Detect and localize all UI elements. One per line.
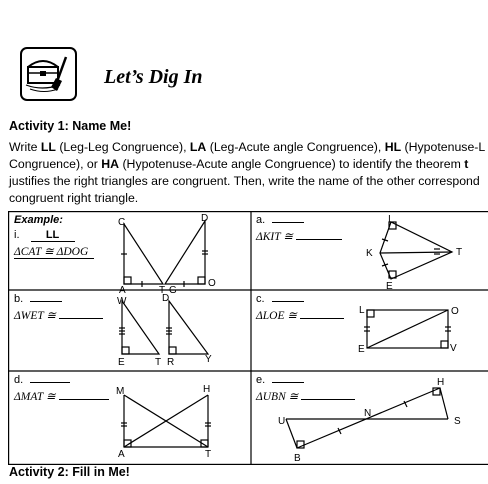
vertex-label-y: Y	[205, 354, 212, 365]
vertex-label-o: O	[451, 306, 459, 317]
vertex-label-b: B	[294, 453, 301, 464]
vertex-label-e: E	[386, 281, 393, 292]
item-a-label: a.	[256, 214, 304, 226]
statement-b: ΔWET ≅	[14, 308, 103, 322]
item-b-label: b.	[14, 293, 62, 305]
answer-blank-e[interactable]	[272, 382, 304, 383]
activity-1-title: Activity 1: Name Me!	[9, 119, 132, 133]
vertex-label-g: G	[169, 285, 177, 296]
example-triangles	[121, 221, 208, 287]
item-c-label: c.	[256, 293, 304, 305]
vertex-label-h: H	[437, 377, 445, 388]
kite-figure-a	[380, 222, 452, 279]
example-item-label: i. LL	[14, 229, 75, 242]
vertex-label-s: S	[454, 416, 461, 427]
item-e-label: e.	[256, 374, 304, 386]
vertex-label-t: T	[155, 357, 162, 368]
rectangle-figure-c	[364, 310, 451, 348]
item-d-label: d.	[14, 374, 70, 386]
statement-blank-e[interactable]	[301, 399, 355, 400]
vertex-label-d: D	[201, 213, 209, 224]
vertex-label-m: M	[116, 386, 125, 397]
vertex-label-t: T	[456, 247, 463, 258]
statement-blank-b[interactable]	[59, 318, 103, 319]
logo	[20, 47, 77, 101]
statement-d: ΔMAT ≅	[14, 389, 109, 403]
vertex-label-v: V	[450, 343, 457, 354]
vertex-label-a: A	[119, 285, 126, 296]
instructions-line-2: Congruence), or HA (Hypotenuse-Acute angle Congruence) to identify the theorem t	[9, 157, 469, 171]
vertex-label-e: E	[358, 344, 365, 355]
vertex-label-t: T	[205, 449, 212, 460]
vertex-label-a: A	[118, 449, 125, 460]
treasure-chest-shovel-icon	[22, 49, 75, 99]
vertex-label-l: L	[359, 305, 365, 316]
vertex-label-o: O	[208, 278, 216, 289]
statement-a: ΔKIT ≅	[256, 229, 342, 243]
statement-blank-c[interactable]	[300, 318, 344, 319]
statement-c: ΔLOE ≅	[256, 308, 344, 322]
statement-e: ΔUBN ≅	[256, 389, 355, 403]
vertex-label-w: W	[117, 296, 127, 307]
answer-blank-b[interactable]	[30, 301, 62, 302]
vertex-label-i: I	[388, 214, 391, 225]
vertex-label-n: N	[364, 408, 372, 419]
statement-blank-d[interactable]	[59, 399, 109, 400]
answer-blank-a[interactable]	[272, 222, 304, 223]
vertex-label-u: U	[278, 416, 286, 427]
triangles-figure-b	[119, 301, 208, 354]
vertex-label-d: D	[162, 293, 170, 304]
example-statement: ΔCAT ≅ ΔDOG	[14, 244, 94, 259]
vertex-label-c: C	[118, 217, 126, 228]
example-answer: LL	[31, 229, 75, 242]
vertex-label-k: K	[366, 248, 373, 259]
vertex-label-h: H	[203, 384, 211, 395]
answer-blank-d[interactable]	[30, 382, 70, 383]
activity-2-title: Activity 2: Fill in Me!	[9, 465, 130, 479]
instructions-line-3: justifies the right triangles are congruent. Then, write the name of the other correspond	[9, 174, 480, 188]
vertex-label-r: R	[167, 357, 175, 368]
instructions-line-1: Write LL (Leg-Leg Congruence), LA (Leg-Acute angle Congruence), HL (Hypotenuse-L	[9, 140, 486, 154]
rectangle-figure-d	[121, 395, 211, 447]
example-heading: Example:	[14, 214, 63, 226]
instructions-line-4: congruent right triangle.	[9, 191, 139, 205]
statement-blank-a[interactable]	[296, 239, 342, 240]
answer-blank-c[interactable]	[272, 301, 304, 302]
page-title: Let’s Dig In	[104, 66, 203, 88]
vertex-label-e: E	[118, 357, 125, 368]
vertex-label-t: T	[159, 285, 166, 296]
